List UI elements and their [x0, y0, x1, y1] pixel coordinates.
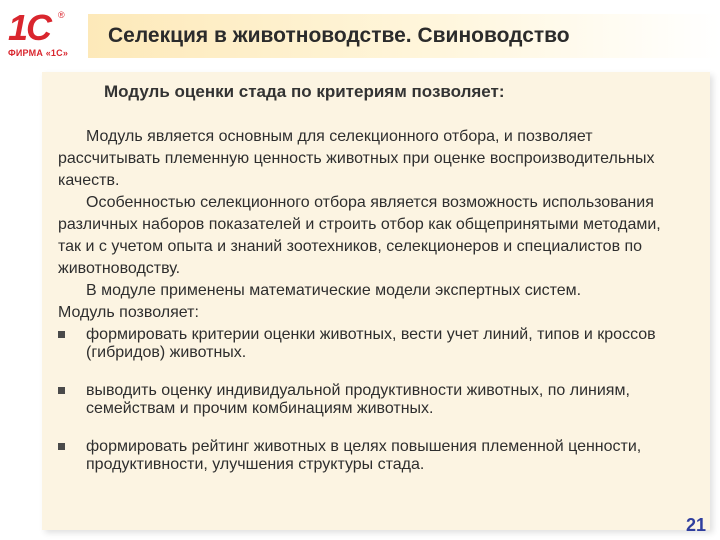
- content-panel: [42, 72, 710, 530]
- bullet-list: [54, 326, 684, 494]
- list-item: [54, 382, 684, 418]
- title-bar: [88, 14, 720, 58]
- square-bullet-icon: [58, 443, 65, 450]
- list-item-text: формировать рейтинг животных в целях повышения племенной ценности, продуктивности, улучшения структуры стада.: [86, 438, 642, 473]
- list-item: [54, 438, 684, 474]
- list-item-text: выводить оценку индивидуальной продуктивности животных, по линиям, семействам и прочим комбинациям животных.: [86, 382, 630, 417]
- list-item: [54, 326, 684, 362]
- paragraph: Модуль позволяет:: [58, 304, 199, 321]
- section-subtitle: Модуль оценки стада по критериям позволяет:: [104, 82, 505, 101]
- square-bullet-icon: [58, 387, 65, 394]
- list-item-text: формировать критерии оценки животных, вести учет линий, типов и кроссов (гибридов) животных.: [86, 326, 656, 361]
- slide-title: Селекция в животноводстве. Свиноводство: [108, 24, 570, 47]
- paragraph: В модуле применены математические модели экспертных систем.: [86, 282, 582, 299]
- company-logo: [8, 8, 80, 64]
- logo-company-name: ФИРМА «1С»: [8, 48, 69, 58]
- page-number: 21: [685, 515, 706, 535]
- paragraph: Модуль является основным для селекционного отбора, и позволяет рассчитывать племенную ценность животных при оценке воспроизводительных качеств.: [58, 128, 655, 189]
- body-text: [58, 126, 678, 324]
- paragraph: Особенностью селекционного отбора является возможность использования различных наборов показателей и строить отбор как общепринятыми методами, так и с учетом опыта и знаний зоотехников, селекционеров и специалистов по животноводству.: [58, 194, 661, 277]
- square-bullet-icon: [58, 331, 65, 338]
- logo-mark: 1С: [8, 7, 51, 48]
- slide-header: [0, 0, 720, 78]
- registered-mark: ®: [58, 10, 65, 20]
